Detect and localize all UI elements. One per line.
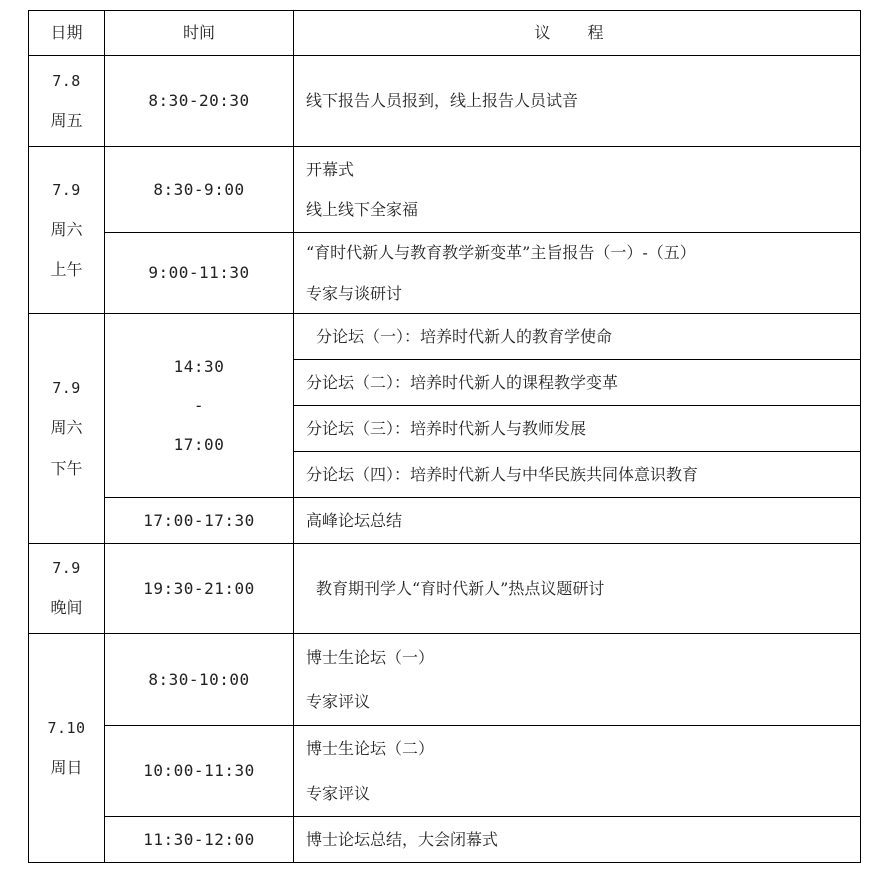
agenda-item: 博士论坛总结，大会闭幕式 [294,817,861,863]
agenda-item: 分论坛（一）：培养时代新人的教育学使命 [294,314,861,360]
period: 上午 [50,260,83,279]
agenda-item [294,634,861,726]
agenda-item: 分论坛（四）：培养时代新人与中华民族共同体意识教育 [294,452,861,498]
agenda-line: 专家评议 [306,783,371,803]
agenda-item: 高峰论坛总结 [294,498,861,544]
weekday: 周日 [50,757,83,777]
date-number: 7.9 [52,559,81,578]
table-row [29,498,861,544]
time-dash: - [193,395,205,415]
date-cell [29,544,105,634]
agenda-item [294,726,861,817]
time-cell: 8:30-9:00 [105,147,294,233]
table-row [29,817,861,863]
time-end: 17:00 [173,435,225,455]
header-date: 日期 [29,11,105,56]
period: 下午 [50,458,83,478]
period: 晚间 [50,598,83,618]
time-cell: 8:30-10:00 [105,634,294,726]
table-row [29,233,861,314]
table-header-row [29,11,861,56]
time-start: 14:30 [173,356,225,376]
time-cell: 8:30-20:30 [105,56,294,147]
agenda-item [294,233,861,314]
agenda-line: 专家与谈研讨 [306,283,403,303]
time-cell: 10:00-11:30 [105,726,294,817]
date-cell [29,56,105,147]
agenda-line: 开幕式 [306,159,355,179]
table-row [29,544,861,634]
date-cell [29,634,105,863]
weekday: 周五 [50,110,83,130]
date-number: 7.9 [52,180,81,199]
agenda-item: 分论坛（三）：培养时代新人与教师发展 [294,406,861,452]
time-cell: 17:00-17:30 [105,498,294,544]
weekday: 周六 [50,418,83,438]
agenda-line: “育时代新人与教育教学新变革”主旨报告（一）-（五） [306,243,696,263]
time-cell: 9:00-11:30 [105,233,294,314]
agenda-table [28,10,861,863]
table-row [29,147,861,233]
date-number: 7.10 [47,718,86,737]
table-row [29,726,861,817]
date-cell [29,314,105,544]
header-agenda: 议 程 [294,11,861,56]
weekday: 周六 [50,219,83,239]
date-cell [29,147,105,314]
table-row [29,314,861,360]
agenda-item: 分论坛（二）：培养时代新人的课程教学变革 [294,360,861,406]
table-row [29,634,861,726]
agenda-item: 线下报告人员报到，线上报告人员试音 [294,56,861,147]
table-row [29,56,861,147]
time-cell: 19:30-21:00 [105,544,294,634]
time-cell [105,314,294,498]
time-cell: 11:30-12:00 [105,817,294,863]
date-number: 7.9 [52,379,81,398]
agenda-line: 博士生论坛（二） [306,739,435,759]
header-time: 时间 [105,11,294,56]
agenda-line: 专家评议 [306,692,371,711]
date-number: 7.8 [52,71,81,90]
agenda-line: 博士生论坛（一） [306,647,435,667]
agenda-item: 教育期刊学人“育时代新人”热点议题研讨 [294,544,861,634]
agenda-item [294,147,861,233]
agenda-line: 线上线下全家福 [306,200,419,219]
